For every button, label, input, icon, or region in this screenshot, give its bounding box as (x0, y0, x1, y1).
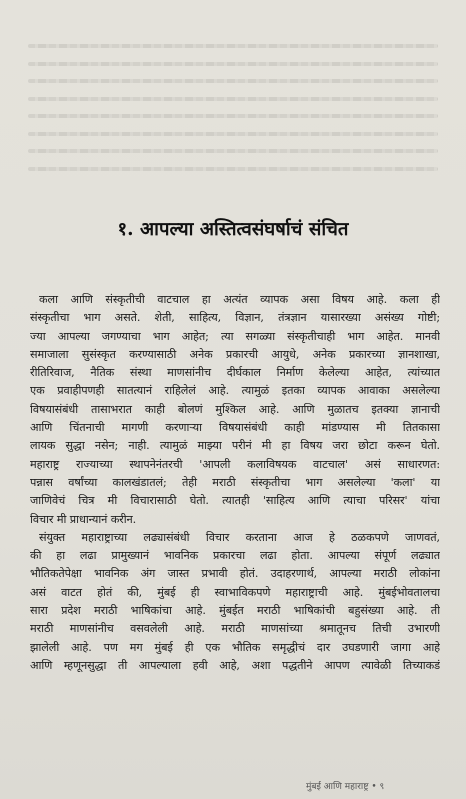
text-line: झालेली आहे. पण मग मुंबई ही एक भौतिक समृद्धीचं दार उघडणारी जागा आहे (30, 640, 440, 654)
chapter-title: १. आपल्या अस्तित्वसंघर्षाचं संचित (117, 219, 349, 240)
text-line: आणि चिंतनाची मागणी करणाऱ्या विषयासंबंधी काही मांडण्यास मी तितकासा (30, 421, 440, 435)
text-line: कला आणि संस्कृतीची वाटचाल हा अत्यंत व्यापक असा विषय आहे. कला ही (39, 293, 440, 306)
show-through-text (28, 44, 438, 184)
text-line: मराठी माणसांनीच वसवलेली आहे. मराठी माणसांच्या श्रमातूनच तिची उभारणी (30, 622, 440, 636)
text-line: संस्कृतीचा भाग असते. शेती, साहित्य, विज्ञान, तंत्रज्ञान यासारख्या असंख्य गोष्टी; (30, 311, 440, 325)
text-line: ज्या आपल्या जगण्याचा भाग आहेत; त्या सगळ्या संस्कृतीचाही भाग आहेत. मानवी (30, 329, 440, 343)
paragraph-1 (30, 291, 440, 529)
text-line: समाजाला सुसंस्कृत करण्यासाठी अनेक प्रकारची आयुधे, अनेक प्रकारच्या ज्ञानशाखा, (30, 347, 440, 361)
text-line: महाराष्ट्र राज्याच्या स्थापनेनंतरची 'आपली कलाविषयक वाटचाल' असं साधारणत: (30, 457, 440, 471)
text-line: रीतिरिवाज, नैतिक संस्था माणसांनीच दीर्घकाल निर्माण केलेल्या आहेत, त्यांच्यात (30, 366, 440, 380)
text-line: विषयासंबंधी तासाभरात काही बोलणं मुश्किल आहे. आणि मुळातच इतक्या ज्ञानाची (30, 402, 440, 416)
paragraph-2 (30, 529, 440, 675)
text-line: संयुक्त महाराष्ट्राच्या लढ्यासंबंधी विचार करताना आज हे ठळकपणे जाणवतं, (39, 530, 440, 544)
text-line: लायक सुद्धा नसेन; नाही. त्यामुळं माझ्या परीनं मी हा विषय जरा छोटा करून घेतो. (30, 439, 440, 453)
text-line: भौतिकतेपेक्षा भावनिक अंग जास्त प्रभावी होतं. उदाहरणार्थ, आपल्या मराठी लोकांना (30, 567, 440, 581)
text-line: विचार मी प्राधान्यानं करीन. (30, 512, 137, 526)
text-line: जाणिवेचं चित्र मी विचारासाठी घेतो. त्यातही 'साहित्य आणि त्याचा परिसर' यांचा (30, 494, 440, 508)
text-line: आणि म्हणूनसुद्धा ती आपल्याला हवी आहे, अशा पद्धतीने आपण त्यावेळी तिच्याकडं (30, 658, 440, 672)
body-text (30, 291, 440, 675)
text-line: पन्नास वर्षांच्या कालखंडातलं; तेही मराठी संस्कृतीचा भाग असलेल्या 'कला' या (30, 475, 440, 489)
text-line: असं वाटत होतं की, मुंबई ही स्वाभाविकपणे महाराष्ट्राची आहे. मुंबईभोवतालचा (30, 585, 440, 599)
text-line: एक प्रवाहीपणही सातत्यानं राहिलेलं आहे. त्यामुळं इतका व्यापक आवाका असलेल्या (30, 384, 440, 398)
text-line: की हा लढा प्रामुख्यानं भावनिक प्रकारचा लढा होता. आपल्या संपूर्ण लढ्यात (30, 549, 440, 563)
page-footer: मुंबई आणि महाराष्ट्र • ९ (306, 782, 385, 792)
text-line: सारा प्रदेश मराठी भाषिकांचा आहे. मुंबईत मराठी भाषिकांची बहुसंख्या आहे. ती (30, 604, 440, 618)
